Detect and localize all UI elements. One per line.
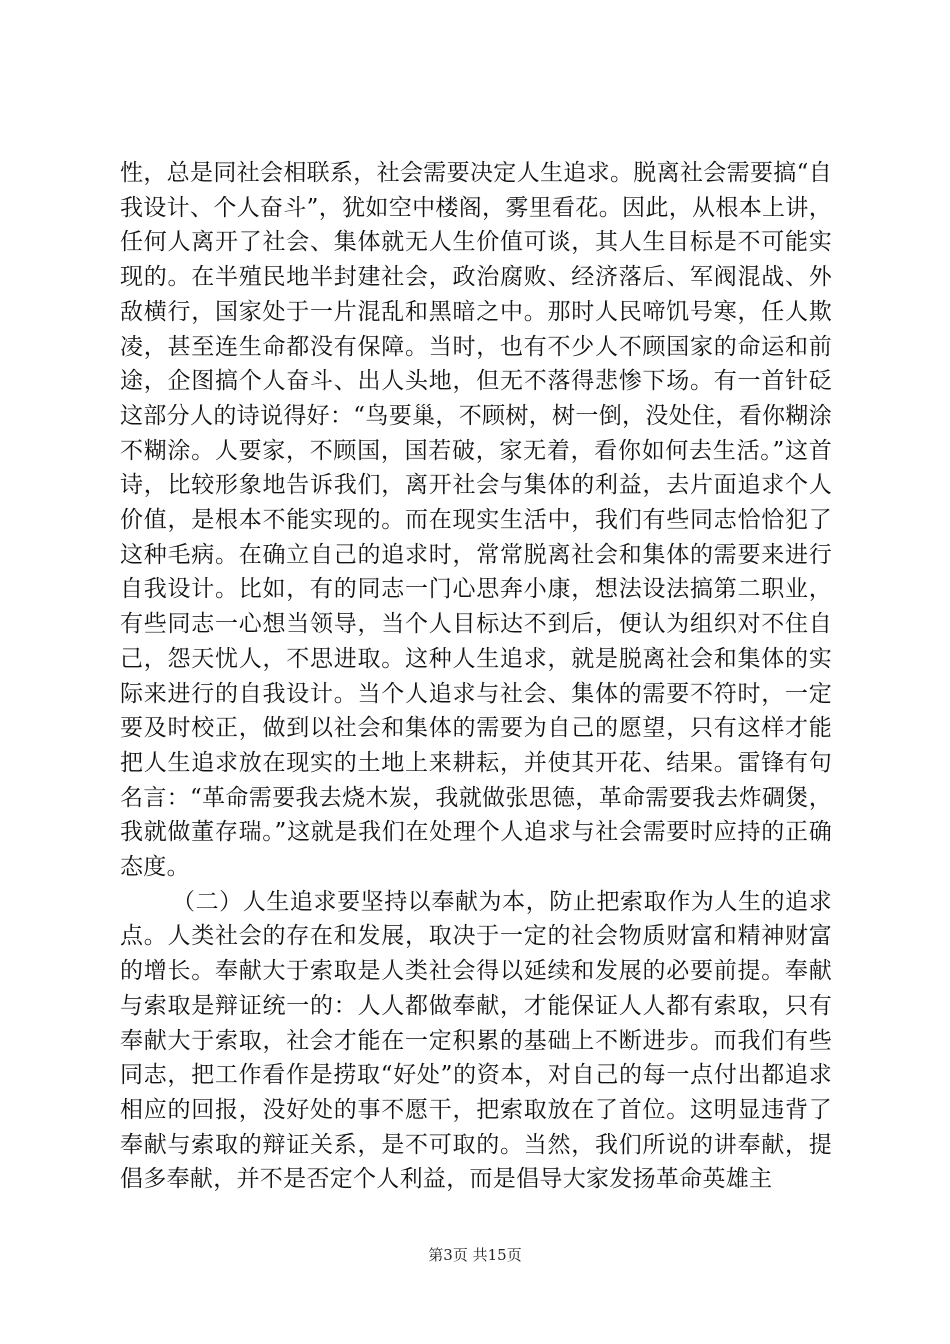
page-number: 第3页 共15页 (428, 1246, 522, 1264)
page-footer (0, 1244, 950, 1265)
paragraph-continuation: 性，总是同社会相联系，社会需要决定人生追求。脱离社会需要搞“自我设计、个人奋斗”，犹如空中楼阁，雾里看花。因此，从根本上讲，任何人离开了社会、集体就无人生价值可谈，其人生目标是不可能实现的。在半殖民地半封建社会，政治腐败、经济落后、军阀混战、外敌横行，国家处于一片混乱和黑暗之中。那时人民啼饥号寒，任人欺凌，甚至连生命都没有保障。当时，也有不少人不顾国家的命运和前途，企图搞个人奋斗、出人头地，但无不落得悲惨下场。有一首针砭这部分人的诗说得好：“鸟要巢，不顾树，树一倒，没处住，看你糊涂不糊涂。人要家，不顾国，国若破，家无着，看你如何去生活。”这首诗，比较形象地告诉我们，离开社会与集体的利益，去片面追求个人价值，是根本不能实现的。而在现实生活中，我们有些同志恰恰犯了这种毛病。在确立自己的追求时，常常脱离社会和集体的需要来进行自我设计。比如，有的同志一门心思奔小康，想法设法搞第二职业，有些同志一心想当领导，当个人目标达不到后，便认为组织对不住自己，怨天忧人，不思进取。这种人生追求，就是脱离社会和集体的实际来进行的自我设计。当个人追求与社会、集体的需要不符时，一定要及时校正，做到以社会和集体的需要为自己的愿望，只有这样才能把人生追求放在现实的土地上来耕耘，并使其开花、结果。雷锋有句名言：“革命需要我去烧木炭，我就做张思德，革命需要我去炸碉煲，我就做董存瑞。”这就是我们在处理个人追求与社会需要时应持的正确态度。 (120, 160, 832, 881)
paragraph-section-two: （二）人生追求要坚持以奉献为本，防止把索取作为人生的追求点。人类社会的存在和发展，取决于一定的社会物质财富和精神财富的增长。奉献大于索取是人类社会得以延续和发展的必要前提。奉献与索取是辩证统一的：人人都做奉献，才能保证人人都有索取，只有奉献大于索取，社会才能在一定积累的基础上不断进步。而我们有些同志，把工作看作是捞取“好处”的资本，对自己的每一点付出都追求相应的回报，没好处的事不愿干，把索取放在了首位。这明显违背了奉献与索取的辩证关系，是不可取的。当然，我们所说的讲奉献，提倡多奉献，并不是否定个人利益，而是倡导大家发扬革命英雄主 (120, 888, 832, 1193)
document-body (120, 156, 832, 1197)
